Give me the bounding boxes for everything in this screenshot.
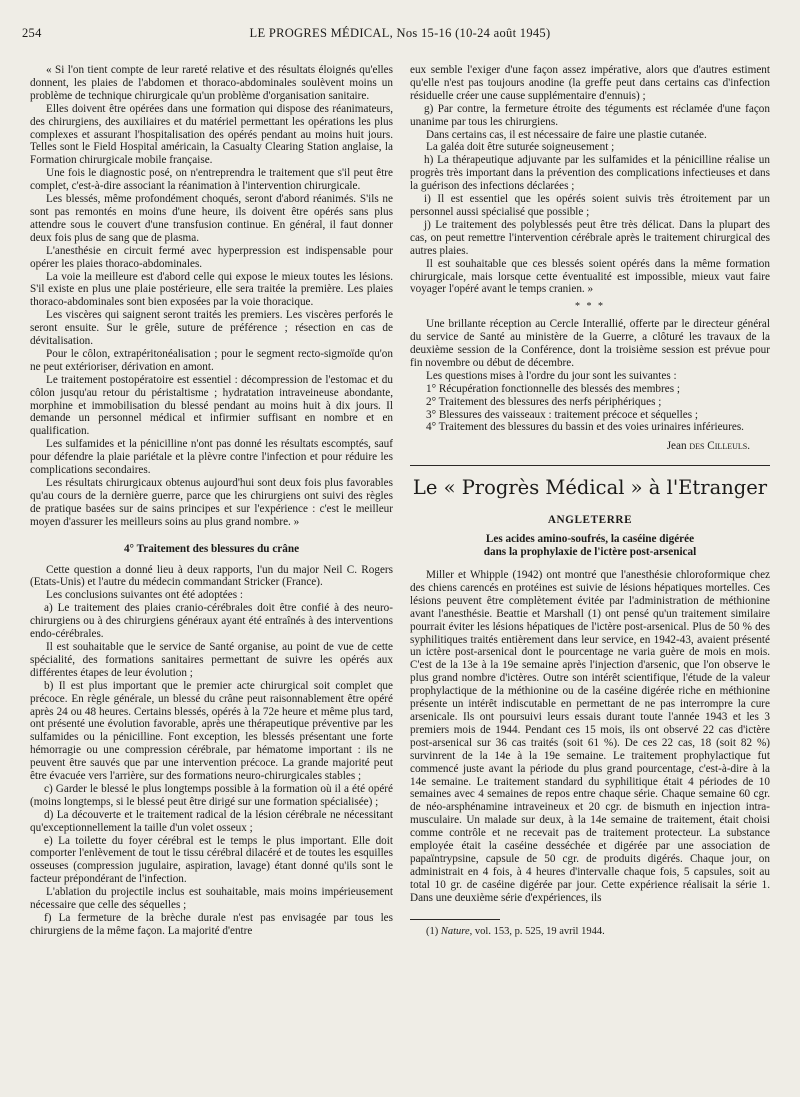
list-item: g) Par contre, la fermeture étroite des téguments est réclamée d'une façon unanime par tous les chirurgiens.: [410, 102, 770, 128]
country-heading: ANGLETERRE: [547, 514, 633, 527]
article-title-line: dans la prophylaxie de l'ictère post-arsenical: [483, 546, 697, 559]
running-header: [22, 26, 778, 46]
footnote: [410, 926, 770, 939]
list-item: 4° Traitement des blessures du bassin et des voies urinaires inférieures.: [426, 421, 744, 434]
footnote-reference: , vol. 153, p. 525, 19 avril 1944.: [469, 925, 605, 937]
body-paragraph: Il est souhaitable que ces blessés soient opérés dans la même formation chirurgicale, mais lorsque cette éventualité est impossible, mieux vaut faire voyager l'opéré avant le temps cranien. »: [410, 257, 770, 296]
body-paragraph: Dans certains cas, il est nécessaire de faire une plastie cutanée.: [426, 128, 707, 141]
body-paragraph: Les sulfamides et la pénicilline n'ont pas donné les résultats escomptés, sauf pour défendre la plaie pariétale et la plèvre contre l'infection et pour réduire les complications secondaires.: [30, 438, 393, 477]
body-paragraph: « Si l'on tient compte de leur rareté relative et des résultats éloignés qu'elles donnent, les plaies de l'abdomen et thoraco-abdominales soulèvent moins un problème de technique chirurgicale qu'un problème d'organisation sanitaire.: [30, 64, 393, 102]
left-column: [30, 64, 393, 938]
body-paragraph: La galéa doit être suturée soigneusement ;: [426, 141, 615, 154]
signature-name: des Cilleuls.: [689, 440, 750, 453]
body-paragraph: Les résultats chirurgicaux obtenus aujourd'hui sont deux fois plus favorables qu'au cours de la dernière guerre, parce que les chirurgiens ont suivi des règles de pratique basées sur de sains principes et sur l'expérience : c'est le meilleur moyen d'assurer les meilleurs soins au plus grand nombre. »: [30, 477, 393, 528]
page-number: 254: [22, 26, 42, 40]
body-paragraph: Les viscères qui saignent seront traités les premiers. Les viscères perforés le seront ensuite. Sur le grêle, suture de préférence ; résection en cas de dévitalisation.: [30, 309, 393, 348]
list-item: e) La toilette du foyer cérébral est le temps le plus important. Elle doit comporter l'enlèvement de tout le tissu cérébral dilacéré et de toutes les esquilles osseuses (compression jugulaire, aspiration, lavage) étant donné qu'ils sont le facteur prépondérant de l'infection.: [30, 834, 393, 886]
body-paragraph: Cette question a donné lieu à deux rapports, l'un du major Neil C. Rogers (Etats-Unis) et l'autre du médecin commandant Stricker (France).: [30, 563, 393, 589]
horizontal-rule: [410, 465, 770, 466]
body-paragraph: Une brillante réception au Cercle Interallié, offerte par le directeur général du service de Santé au ministère de la Guerre, a clôturé les travaux de la deuxième session de la Conférence, dont la troisième session est prévue pour fin novembre ou début de décembre.: [410, 318, 770, 369]
body-paragraph: Une fois le diagnostic posé, on n'entreprendra le traitement que s'il peut être complet, c'est-à-dire associant la réanimation à l'intervention chirurgicale.: [30, 167, 393, 193]
body-paragraph: Pour le côlon, extrapéritonéalisation ; pour le segment recto-sigmoïde qu'on ne peut extérioriser, dérivation en amont.: [30, 347, 393, 373]
article-title: [410, 533, 770, 559]
body-paragraph: L'anesthésie en circuit fermé avec hyperpression est indispensable pour opérer les plaies thoraco-abdominales.: [30, 244, 393, 270]
body-paragraph: eux semble l'exiger d'une façon assez impérative, alors que d'autres estiment qu'elle n'est pas toujours anodine (la greffe peut dans certains cas d'infection résiduelle créer une cause supplémentaire d'ennuis) ;: [410, 64, 770, 102]
list-item: 3° Blessures des vaisseaux : traitement précoce et séquelles ;: [426, 408, 698, 421]
running-title: LE PROGRES MÉDICAL, Nos 15-16 (10-24 août 1945): [249, 26, 551, 40]
author-signature: [410, 440, 750, 453]
list-item: c) Garder le blessé le plus longtemps possible à la formation où il a été opéré (moins longtemps, si le blessé peut être dirigé sur une formation spécialisée) ;: [30, 782, 393, 808]
list-item: h) La thérapeutique adjuvante par les sulfamides et la pénicilline réalise un progrès très important dans la prévention des complications infectieuses et dans la guérison des infections déclarées ;: [410, 154, 770, 193]
body-paragraph: Elles doivent être opérées dans une formation qui dispose des réanimateurs, des chirurgiens, des auxiliaires et du matériel permettant les opérations les plus complexes et assurant l'hospitalisation des opérés pendant au moins huit jours. Telles sont le Field Hospital américain, la Casualty Clearing Station anglaise, la Formation chirurgicale mobile française.: [30, 102, 393, 167]
list-item: i) Il est essentiel que les opérés soient suivis très étroitement par un personnel aussi spécialisé que possible ;: [410, 193, 770, 218]
list-item: j) Le traitement des polyblessés peut être très délicat. Dans la plupart des cas, on peut remettre l'intervention cérébrale après le traitement chirurgical des autres plaies.: [410, 218, 770, 257]
body-paragraph: Les questions mises à l'ordre du jour sont les suivantes :: [426, 369, 677, 382]
footnote-marker: (1): [426, 925, 441, 937]
section-title: 4° Traitement des blessures du crâne: [123, 542, 300, 555]
list-item: 1° Récupération fonctionnelle des blessés des membres ;: [426, 382, 680, 395]
section-separator-stars: * * *: [575, 301, 605, 313]
list-item: 2° Traitement des blessures des nerfs périphériques ;: [426, 395, 662, 408]
body-paragraph: Le traitement postopératoire est essentiel : décompression de l'estomac et du côlon jusqu'au retour du péristaltisme ; hydratation intraveineuse abondante, morphine et immobilisation du blessé pendant au moins huit à dix jours. Il demande un personnel médical et infirmier suffisant en nombre et en qualification.: [30, 373, 393, 438]
list-item: a) Le traitement des plaies cranio-cérébrales doit être confié à des neuro-chirurgiens ou à des chirurgiens généraux ayant été entraînés à des interventions endo-cérébrales.: [30, 602, 393, 641]
body-paragraph: La voie la meilleure est d'abord celle qui expose le mieux toutes les lésions. S'il existe en plus une plaie postérieure, elle sera traitée la première. Les plaies thoraco-abdominales sont bien exposées par la voie thoracique.: [30, 270, 393, 309]
article-paragraph: Miller et Whipple (1942) ont montré que l'anesthésie chloroformique chez des chiens carencés en protéines est suivie de lésions hépatiques mortelles. Ces lésions peuvent être complètement évitée par l'administration de méthionine avant l'anesthésie. Beattie et Marshall (1) ont pensé qu'un traitement similaire pourrait éviter les lésions hépatiques de l'ictère post-arsenical. Plus de 50 % des syphilitiques traités entièrement dans leur service, en 1942-43, avaient présenté un ictère post-arsenical dont le pourcentage ne varia guère de mois en mois. C'est de la 13e à la 19e semaine après l'injection d'arsenic, que l'on observe le plus grand nombre d'ictères. Outre son intérêt scientifique, l'étude de la valeur prophylactique de la méthionine ou de la caséine digérée riche en méthionine présente un intérêt indiscutable en permettant de ne pas interrompre la cure arsenicale. Ils ont poursuivi leurs essais durant toute l'année 1943 et les 3 premiers mois de 1944. Pendant ces 15 mois, ils ont observé 22 cas d'ictère post-arsenical sur 36 cas traités (soit 61 %). De ces 22 cas, 18 (soit 82 %) survinrent de la 14e à la 19e semaine. Le traitement prophylactique fut commencé juste avant la période du plus grand pourcentage, c'est-à-dire à la 14e semaine. Le traitement standard du syphilitique était 4 périodes de 10 semaines avec 4 semaines de repos entre chaque série. Chaque semaine 60 cgr. de néo-arsphénamine intraveineux et 20 cgr. de bismuth en injection intra-musculaire. Un malade sur deux, à la 14e semaine de traitement, était choisi comme contrôle et ne recevait pas de traitement protecteur. La substance employée était la caséine desséchée et digérée par une association de papaïntrypsine, capsule de 50 cgr. de produits digérés. Chaque jour, on administrait en 4 fois, à 4 heures d'intervalle chaque fois, 5 capsules, soit au total 10 gr. de caséine digérée par jour. Cette expérience réalisait la série 1. Dans une deuxième série d'expériences, ils: [410, 569, 770, 904]
footnote-source: Nature: [440, 925, 470, 937]
section-heading: Le « Progrès Médical » à l'Etranger: [412, 476, 768, 500]
body-paragraph: Les conclusions suivantes ont été adoptées :: [46, 589, 243, 602]
body-paragraph: L'ablation du projectile inclus est souhaitable, mais moins impérieusement nécessaire que celle des séquelles ;: [30, 886, 393, 912]
article-title-line: Les acides amino-soufrés, la caséine digérée: [485, 533, 695, 546]
body-paragraph: Les blessés, même profondément choqués, seront d'abord réanimés. S'ils ne sont pas remontés en moins d'une heure, ils doivent être opérés sans plus attendre sous le couvert d'une transfusion continue. En général, il faut donner deux fois plus de sang que de plasma.: [30, 193, 393, 244]
list-item: f) La fermeture de la brèche durale n'est pas envisagée par tous les chirurgiens de la même façon. La majorité d'entre: [30, 912, 393, 937]
list-item: b) Il est plus important que le premier acte chirurgical soit complet que précoce. En règle générale, un blessé du crâne peut raisonnablement être opéré après 24 ou 48 heures. Certains blessés, opérés à la 72e heure et même plus tard, ont présenté une évolution favorable, après une thérapeutique préventive par les sulfamides ou la pénicilline. Font exception, les blessés présentant une forte hémorragie ou une compression cérébrale, par hématome important : ils ne peuvent être sauvés que par une intervention précoce. La grande majorité peut être évacuée vers l'arrière, sur des formations neuro-chirurgicales stables ;: [30, 679, 393, 783]
right-column: [410, 64, 770, 938]
body-paragraph: Il est souhaitable que le service de Santé organise, au point de vue de cette spécialité, des formations sanitaires permettant de suivre les opérés aux différentes étapes de leur évolution ;: [30, 640, 393, 679]
list-item: d) La découverte et le traitement radical de la lésion cérébrale ne nécessitant qu'exceptionnellement la taille d'un volet osseux ;: [30, 808, 393, 834]
signature-prefix: Jean: [666, 440, 690, 453]
footnote-rule: [410, 919, 500, 920]
